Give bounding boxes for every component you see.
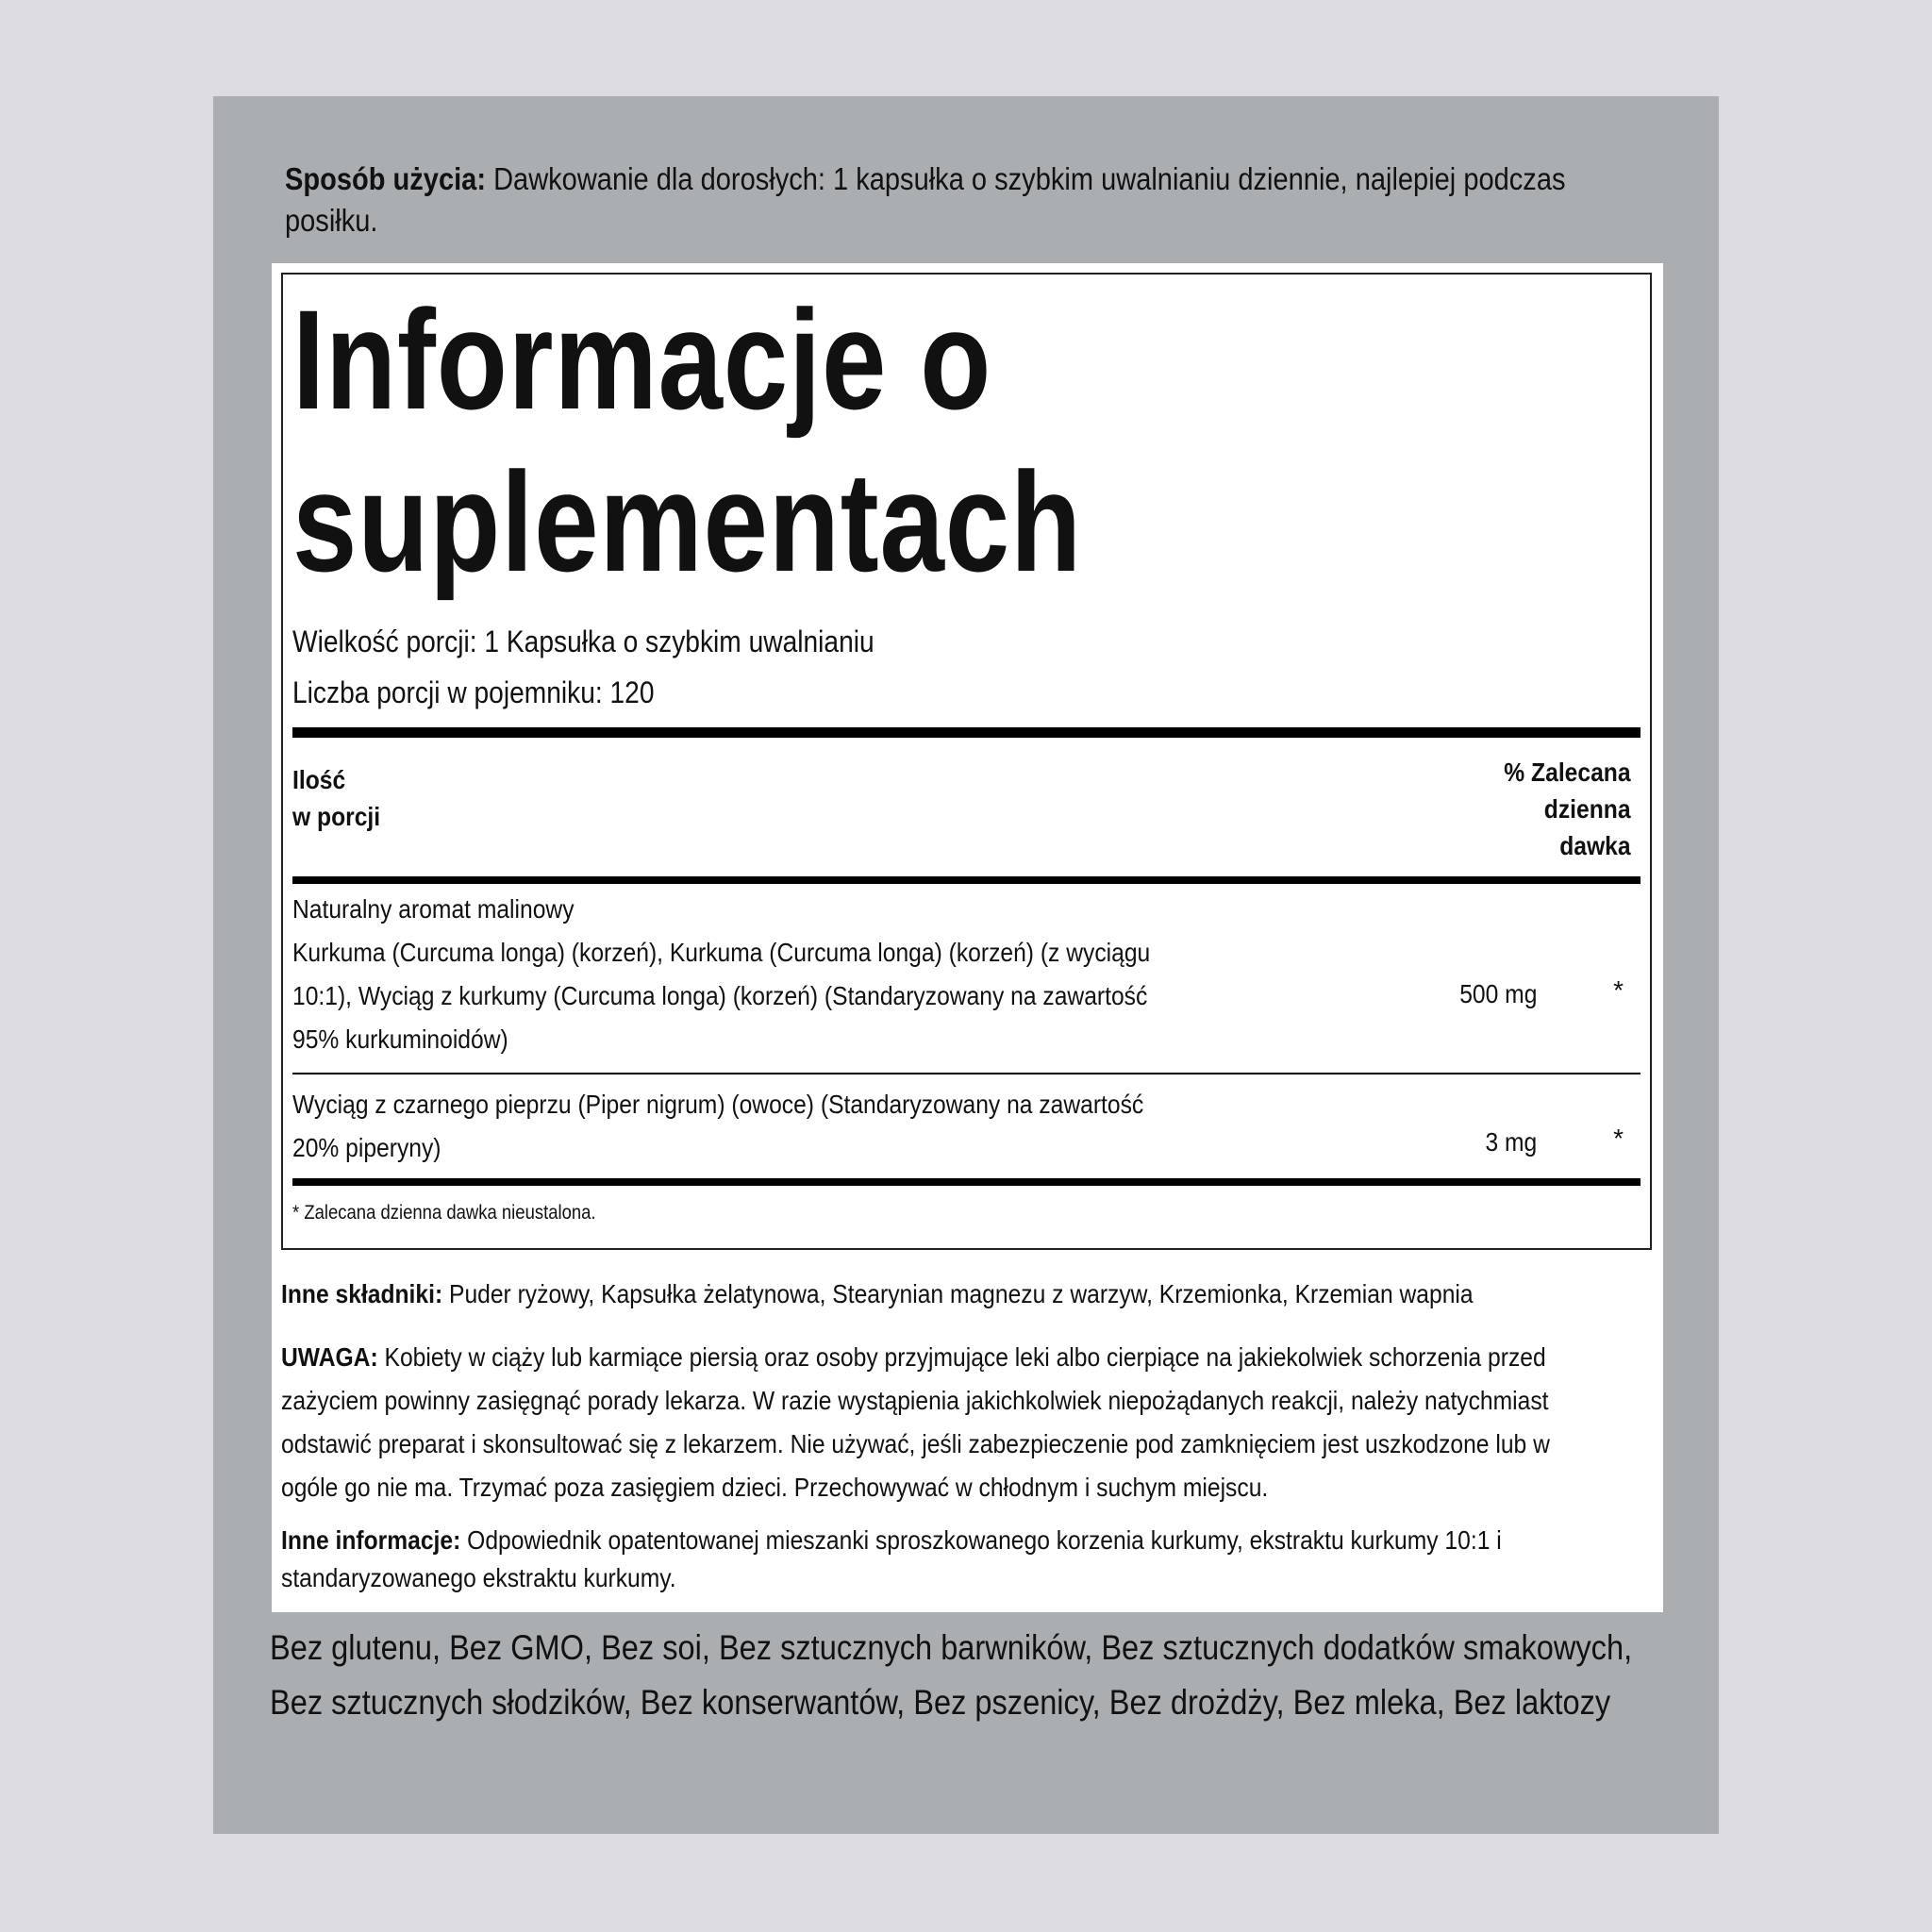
facts-title-line2: suplementach <box>292 442 1082 601</box>
other-info <box>281 1522 1576 1597</box>
ingredient-amount-turmeric: 500 mg <box>1458 979 1537 1008</box>
warning-label: UWAGA: <box>281 1342 378 1372</box>
flavor-text: Naturalny aromat malinowy <box>292 894 575 924</box>
other-ingredients-text: Puder ryżowy, Kapsułka żelatynowa, Stearynian magnezu z warzyw, Krzemionka, Krzemian wapnia <box>442 1279 1474 1308</box>
ingredient-amount-black-pepper: 3 mg <box>1485 1127 1537 1157</box>
warning <box>281 1336 1576 1509</box>
amount-per-serving-header <box>292 761 380 835</box>
warning-text: Kobiety w ciąży lub karmiące piersią oraz osoby przyjmujące leki albo cierpiące na jakiekolwiek schorzenia przed zażyciem powinny zasięgnąć porady lekarza. W razie wystąpienia jakichkolwiek niepożądanych reakcji, należy natychmiast odstawić preparat i skonsultować się z lekarzem. Nie używać, jeśli zabezpieczenie pod zamknięciem jest uszkodzone lub w ogóle go nie ma. Trzymać poza zasięgiem dzieci. Przechowywać w chłodnym i suchym miejscu. <box>281 1342 1550 1502</box>
servings-per-container: Liczba porcji w pojemniku: 120 <box>292 675 655 709</box>
label-panel <box>213 96 1719 1834</box>
other-ingredients <box>281 1273 1576 1316</box>
header-dv-line1: % Zalecana <box>1504 758 1631 787</box>
usage-text: Dawkowanie dla dorosłych: 1 kapsułka o szybkim uwalnianiu dziennie, najlepiej podczas posiłku. <box>285 161 1566 238</box>
facts-title-line1: Informacje o <box>292 280 992 439</box>
serving-info <box>292 616 874 718</box>
supplement-facts-box <box>281 273 1652 1250</box>
other-info-text: Odpowiednik opatentowanej mieszanki sproszkowanego korzenia kurkumy, ekstraktu kurkumy 10:1 i standaryzowanego ekstraktu kurkumy. <box>281 1525 1502 1592</box>
daily-value-header <box>1505 754 1631 864</box>
other-ingredients-label: Inne składniki: <box>281 1279 443 1308</box>
usage-directions <box>285 158 1662 242</box>
divider-row <box>292 1073 1641 1074</box>
header-amount-line1: Ilość <box>292 765 346 794</box>
header-amount-line2: w porcji <box>292 802 381 831</box>
divider-thick-bottom <box>292 1178 1641 1186</box>
divider-thick-header <box>292 876 1641 884</box>
header-dv-line2: dzienna <box>1544 794 1631 824</box>
free-from-claims: Bez glutenu, Bez GMO, Bez soi, Bez sztucznych barwników, Bez sztucznych dodatków smakowych, Bez sztucznych słodzików, Bez konserwantów, Bez pszenicy, Bez drożdży, Bez mleka, Bez laktozy <box>270 1628 1633 1722</box>
other-info-label: Inne informacje: <box>281 1525 461 1555</box>
facts-title <box>292 278 1082 603</box>
serving-size: Wielkość porcji: 1 Kapsułka o szybkim uwalnianiu <box>292 625 874 658</box>
header-dv-line3: dawka <box>1559 831 1631 860</box>
divider-thick-top <box>292 727 1641 738</box>
ingredient-dv-black-pepper: * <box>1613 1124 1624 1153</box>
ingredient-row-turmeric: Kurkuma (Curcuma longa) (korzeń), Kurkuma (Curcuma longa) (korzeń) (z wyciągu 10:1), Wyciąg z kurkumy (Curcuma longa) (korzeń) (Standaryzowany na zawartość 95% kurkuminoidów) <box>292 938 1151 1054</box>
white-label-area <box>272 263 1663 1612</box>
ingredient-row-black-pepper: Wyciąg z czarnego pieprzu (Piper nigrum) (owoce) (Standaryzowany na zawartość 20% piperyny) <box>292 1090 1144 1162</box>
ingredient-dv-turmeric: * <box>1613 975 1624 1005</box>
footnote: * Zalecana dzienna dawka nieustalona. <box>292 1202 596 1224</box>
usage-label: Sposób użycia: <box>285 161 487 196</box>
